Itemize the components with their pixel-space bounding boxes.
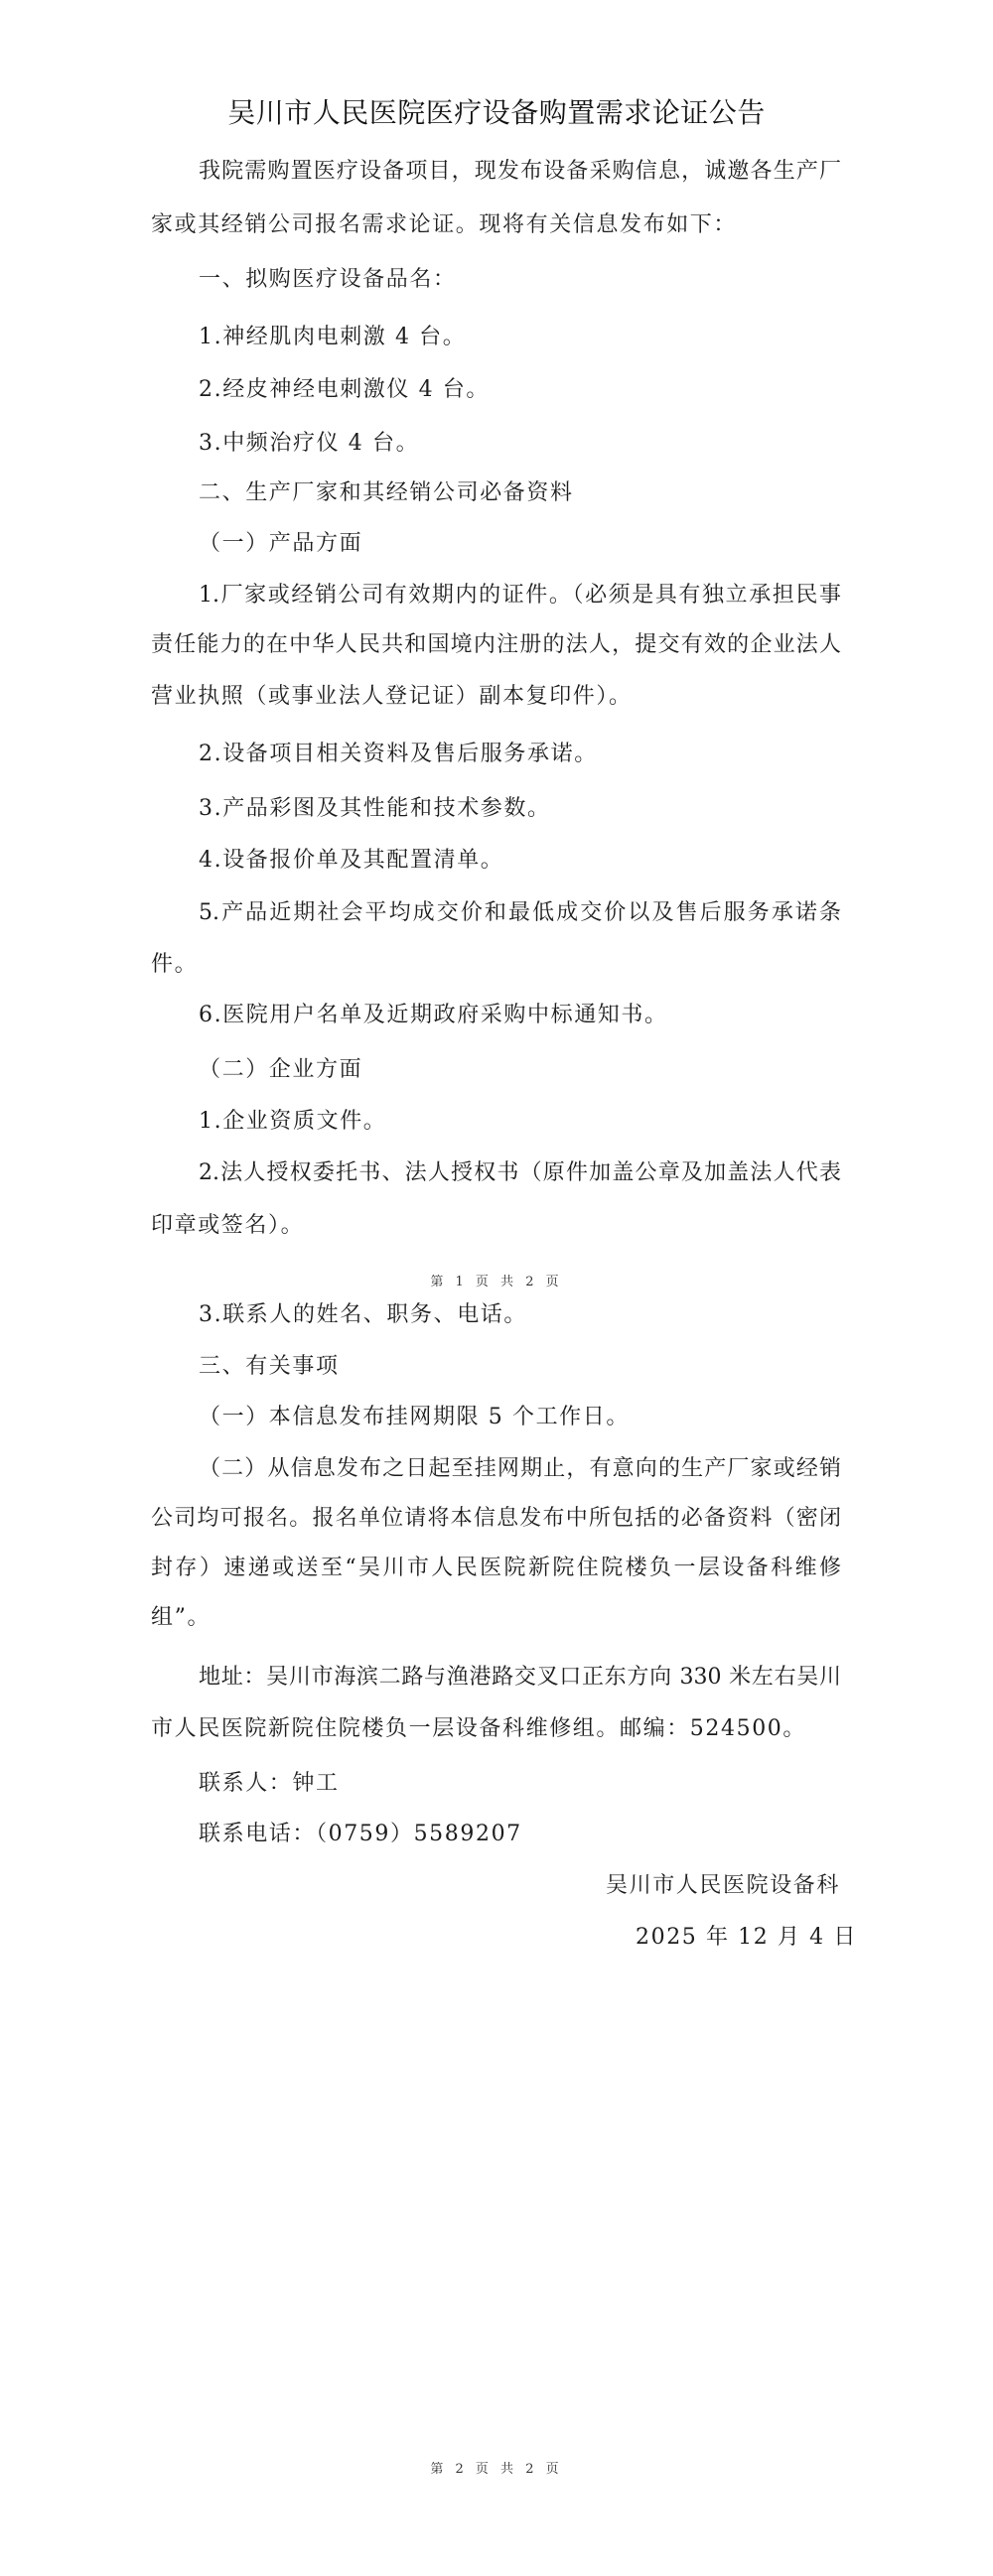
product-item-4: 4.设备报价单及其配置清单。	[199, 848, 504, 873]
section3-item2-line-4: 组”。	[151, 1605, 212, 1630]
contact-person: 联系人：钟工	[199, 1771, 340, 1796]
product-item1-line-1: 1.厂家或经销公司有效期内的证件。（必须是具有独立承担民事	[199, 583, 841, 608]
section1-item-2: 2.经皮神经电刺激仪 4 台。	[199, 377, 490, 402]
contact-phone: 联系电话：（0759）5589207	[199, 1822, 522, 1846]
signature-org: 吴川市人民医院设备科	[606, 1873, 841, 1898]
enterprise-item2-line-2: 印章或签名）。	[151, 1213, 305, 1238]
page-1-footer: 第 1 页 共 2 页	[430, 1275, 563, 1289]
product-item1-line-3: 营业执照（或事业法人登记证）副本复印件）。	[151, 684, 633, 709]
product-item-2: 2.设备项目相关资料及售后服务承诺。	[199, 742, 598, 766]
section3-item-1: （一）本信息发布挂网期限 5 个工作日。	[199, 1405, 630, 1429]
address-line-2: 市人民医院新院住院楼负一层设备科维修组。邮编：524500。	[151, 1716, 806, 1741]
signature-date: 2025 年 12 月 4 日	[636, 1925, 857, 1950]
product-item-3: 3.产品彩图及其性能和技术参数。	[199, 796, 551, 821]
enterprise-heading: （二）企业方面	[199, 1057, 363, 1082]
product-item1-line-2: 责任能力的在中华人民共和国境内注册的法人，提交有效的企业法人	[151, 632, 841, 657]
document-title: 吴川市人民医院医疗设备购置需求论证公告	[227, 96, 766, 129]
section3-item2-line-2: 公司均可报名。报名单位请将本信息发布中所包括的必备资料（密闭	[151, 1506, 841, 1531]
section1-heading: 一、拟购医疗设备品名：	[199, 267, 457, 292]
product-item5-line-2: 件。	[151, 952, 199, 977]
section3-item2-line-3: 封存）速递或送至“吴川市人民医院新院住院楼负一层设备科维修	[151, 1556, 841, 1580]
product-item-6: 6.医院用户名单及近期政府采购中标通知书。	[199, 1003, 668, 1027]
intro-line-1: 我院需购置医疗设备项目，现发布设备采购信息，诚邀各生产厂	[199, 159, 841, 184]
enterprise-item2-line-1: 2.法人授权委托书、法人授权书（原件加盖公章及加盖法人代表	[199, 1160, 841, 1185]
section1-item-1: 1.神经肌肉电刺激 4 台。	[199, 325, 467, 349]
product-heading: （一）产品方面	[199, 531, 363, 556]
enterprise-item-3: 3.联系人的姓名、职务、电话。	[199, 1302, 527, 1327]
product-item5-line-1: 5.产品近期社会平均成交价和最低成交价以及售后服务承诺条	[199, 900, 841, 925]
address-line-1: 地址：吴川市海滨二路与渔港路交叉口正东方向 330 米左右吴川	[199, 1665, 841, 1690]
section3-item2-line-1: （二）从信息发布之日起至挂网期止，有意向的生产厂家或经销	[199, 1456, 841, 1481]
section1-item-3: 3.中频治疗仪 4 台。	[199, 431, 420, 456]
enterprise-item-1: 1.企业资质文件。	[199, 1109, 387, 1134]
section2-heading: 二、生产厂家和其经销公司必备资料	[199, 480, 574, 505]
intro-line-2: 家或其经销公司报名需求论证。现将有关信息发布如下：	[151, 212, 738, 237]
page-2-footer: 第 2 页 共 2 页	[430, 2462, 563, 2477]
section3-heading: 三、有关事项	[199, 1354, 340, 1379]
